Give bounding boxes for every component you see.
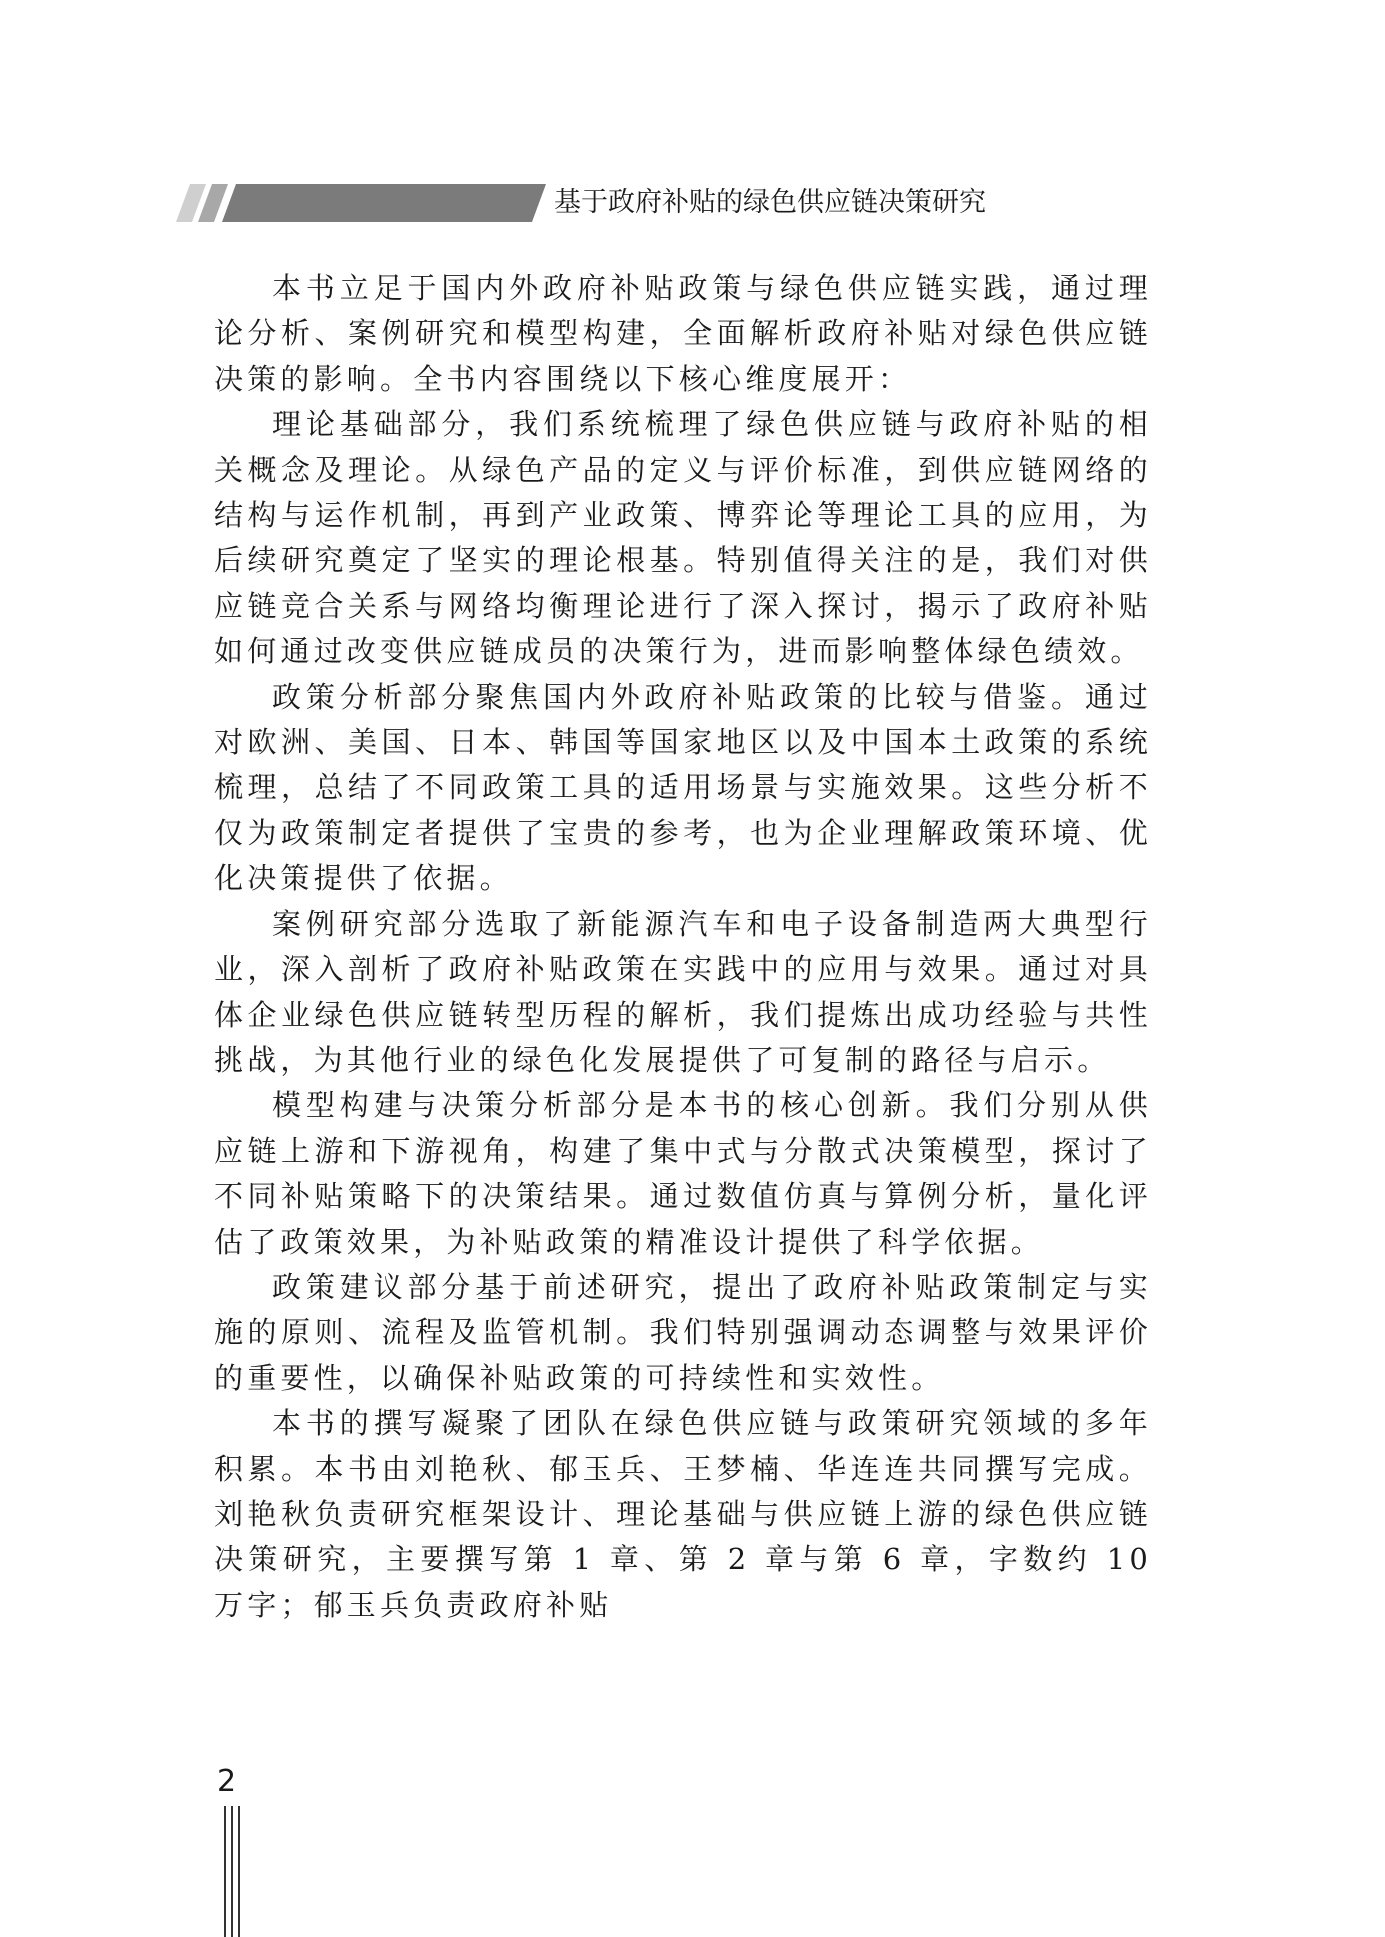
paragraph: 本书立足于国内外政府补贴政策与绿色供应链实践，通过理论分析、案例研究和模型构建，全面解析政府补贴对绿色供应链决策的影响。全书内容围绕以下核心维度展开： (214, 271, 1152, 396)
body-text (214, 266, 1152, 1628)
paragraph: 政策建议部分基于前述研究，提出了政府补贴政策制定与实施的原则、流程及监管机制。我们特别强调动态调整与效果评价的重要性，以确保补贴政策的可持续性和实效性。 (214, 1269, 1152, 1395)
paragraph: 政策分析部分聚焦国内外政府补贴政策的比较与借鉴。通过对欧洲、美国、日本、韩国等国家地区以及中国本土政策的系统梳理，总结了不同政策工具的适用场景与实施效果。这些分析不仅为政策制定者提供了宝贵的参考，也为企业理解政策环境、优化决策提供了依据。 (214, 679, 1152, 896)
header-stripe-decoration (176, 184, 556, 222)
running-header (176, 184, 1176, 222)
paragraph: 本书的撰写凝聚了团队在绿色供应链与政策研究领域的多年积累。本书由刘艳秋、郁玉兵、王梦楠、华连连共同撰写完成。刘艳秋负责研究框架设计、理论基础与供应链上游的绿色供应链决策研究，主要撰写第 1 章、第 2 章与第 6 章，字数约 10 万字；郁玉兵负责政府补贴 (214, 1406, 1152, 1622)
paragraph: 案例研究部分选取了新能源汽车和电子设备制造两大典型行业，深入剖析了政府补贴政策在实践中的应用与效果。通过对具体企业绿色供应链转型历程的解析，我们提炼出成功经验与共性挑战，为其他行业的绿色化发展提供了可复制的路径与启示。 (214, 906, 1152, 1077)
paragraph: 模型构建与决策分析部分是本书的核心创新。我们分别从供应链上游和下游视角，构建了集中式与分散式决策模型，探讨了不同补贴策略下的决策结果。通过数值仿真与算例分析，量化评估了政策效果，为补贴政策的精准设计提供了科学依据。 (214, 1088, 1152, 1259)
running-title: 基于政府补贴的绿色供应链决策研究 (554, 187, 986, 218)
paragraph: 理论基础部分，我们系统梳理了绿色供应链与政府补贴的相关概念及理论。从绿色产品的定义与评价标准，到供应链网络的结构与运作机制，再到产业政策、博弈论等理论工具的应用，为后续研究奠定了坚实的理论根基。特别值得关注的是，我们对供应链竞合关系与网络均衡理论进行了深入探讨，揭示了政府补贴如何通过改变供应链成员的决策行为，进而影响整体绿色绩效。 (214, 407, 1152, 669)
footer-rule-decoration (224, 1806, 248, 1937)
page-number: 2 (217, 1764, 237, 1799)
